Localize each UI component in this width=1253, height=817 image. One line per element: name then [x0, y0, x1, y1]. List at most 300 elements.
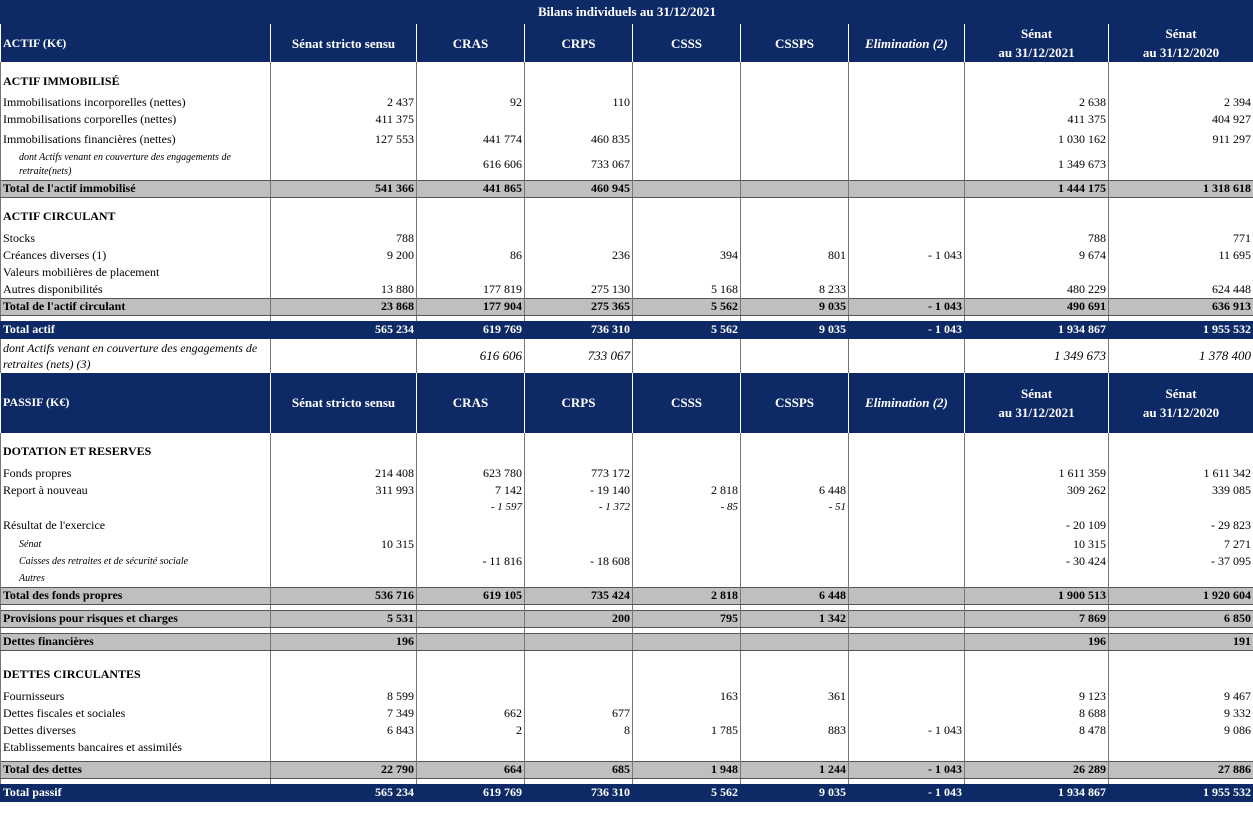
row-label: Etablissements bancaires et assimilés [1, 739, 271, 756]
cell-value [849, 465, 965, 482]
cell-value: 23 868 [271, 298, 417, 315]
cell-value [849, 516, 965, 536]
cell-value: 2 818 [633, 482, 741, 499]
cell-value: 1 948 [633, 761, 741, 778]
cell-value: 460 945 [525, 180, 633, 197]
column-header: Sénat au 31/12/2020 [1109, 24, 1253, 62]
cell-value: 801 [741, 247, 849, 264]
column-header: CRPS [525, 373, 633, 433]
row-label: Fonds propres [1, 465, 271, 482]
cell-value: 8 [525, 722, 633, 739]
cell-value: 11 695 [1109, 247, 1253, 264]
column-header: Elimination (2) [849, 373, 965, 433]
empty-cell [417, 197, 525, 230]
empty-cell [741, 62, 849, 94]
cell-value [417, 111, 525, 128]
cell-value: 1 244 [741, 761, 849, 778]
empty-cell [849, 197, 965, 230]
cell-value: - 1 043 [849, 321, 965, 339]
empty-cell [417, 433, 525, 465]
cell-value [1109, 739, 1253, 756]
cell-value [525, 570, 633, 588]
cell-value [417, 610, 525, 627]
cell-value [741, 111, 849, 128]
cell-value: 236 [525, 247, 633, 264]
cell-value: 9 035 [741, 298, 849, 315]
column-header: CSSS [633, 373, 741, 433]
cell-value [849, 633, 965, 650]
cell-value: 624 448 [1109, 281, 1253, 299]
cell-value: 616 606 [417, 150, 525, 180]
cell-value [417, 230, 525, 247]
cell-value [525, 536, 633, 553]
cell-value: - 19 140 [525, 482, 633, 499]
row-label: dont Actifs venant en couverture des engagements de retraites (nets) (3) [1, 339, 271, 373]
cell-value [741, 570, 849, 588]
empty-cell [633, 197, 741, 230]
cell-value: 6 448 [741, 587, 849, 604]
table-row [1, 516, 1253, 536]
actif-header-row [1, 24, 1253, 62]
cell-value: - 18 608 [525, 553, 633, 570]
column-header: Sénat au 31/12/2020 [1109, 373, 1253, 433]
cell-value [741, 339, 849, 373]
cell-value [633, 739, 741, 756]
empty-cell [965, 62, 1109, 94]
row-label: Dettes fiscales et sociales [1, 705, 271, 722]
cell-value [965, 264, 1109, 281]
cell-value: 736 310 [525, 321, 633, 339]
cell-value [849, 536, 965, 553]
cell-value: - 1 043 [849, 784, 965, 802]
cell-value: 616 606 [417, 339, 525, 373]
cell-value [965, 499, 1109, 516]
cell-value: 619 769 [417, 321, 525, 339]
cell-value [633, 94, 741, 111]
cell-value [1109, 264, 1253, 281]
row-label: Fournisseurs [1, 688, 271, 705]
cell-value [741, 705, 849, 722]
row-label: Immobilisations corporelles (nettes) [1, 111, 271, 128]
cell-value: 9 674 [965, 247, 1109, 264]
cell-value [741, 536, 849, 553]
cell-value [271, 339, 417, 373]
cell-value: 733 067 [525, 150, 633, 180]
section-title: DETTES CIRCULANTES [1, 656, 271, 688]
cell-value [633, 150, 741, 180]
cell-value: 9 123 [965, 688, 1109, 705]
row-label: Total actif [1, 321, 271, 339]
cell-value [633, 128, 741, 150]
cell-value: 311 993 [271, 482, 417, 499]
total-row [1, 298, 1253, 315]
empty-cell [633, 656, 741, 688]
section-header-label: ACTIF (K€) [1, 24, 271, 62]
cell-value: - 1 043 [849, 298, 965, 315]
table-row [1, 553, 1253, 570]
row-label: Créances diverses (1) [1, 247, 271, 264]
cell-value [525, 264, 633, 281]
cell-value: 795 [633, 610, 741, 627]
cell-value [849, 128, 965, 150]
empty-cell [271, 62, 417, 94]
cell-value: 6 448 [741, 482, 849, 499]
cell-value [525, 688, 633, 705]
table-row [1, 264, 1253, 281]
cell-value: 339 085 [1109, 482, 1253, 499]
cell-value: 411 375 [965, 111, 1109, 128]
cell-value: 8 478 [965, 722, 1109, 739]
cell-value: - 11 816 [417, 553, 525, 570]
table-row [1, 111, 1253, 128]
cell-value: - 1 597 [417, 499, 525, 516]
cell-value [633, 705, 741, 722]
cell-value: 9 086 [1109, 722, 1253, 739]
cell-value: 1 934 867 [965, 784, 1109, 802]
empty-cell [633, 433, 741, 465]
cell-value [965, 739, 1109, 756]
column-header: Sénat au 31/12/2021 [965, 373, 1109, 433]
empty-cell [965, 433, 1109, 465]
cell-value [417, 264, 525, 281]
column-header: Sénat au 31/12/2021 [965, 24, 1109, 62]
cell-value: 309 262 [965, 482, 1109, 499]
passif-header-row [1, 373, 1253, 433]
cell-value: 1 785 [633, 722, 741, 739]
cell-value: 411 375 [271, 111, 417, 128]
cell-value [633, 516, 741, 536]
row-label: Total de l'actif circulant [1, 298, 271, 315]
empty-cell [271, 656, 417, 688]
cell-value [849, 339, 965, 373]
cell-value: 619 769 [417, 784, 525, 802]
cell-value [849, 264, 965, 281]
cell-value [417, 633, 525, 650]
cell-value [633, 553, 741, 570]
cell-value [1109, 499, 1253, 516]
cell-value: 685 [525, 761, 633, 778]
cell-value: 9 035 [741, 784, 849, 802]
cell-value: 2 [417, 722, 525, 739]
cell-value: 361 [741, 688, 849, 705]
cell-value: 773 172 [525, 465, 633, 482]
cell-value: 2 437 [271, 94, 417, 111]
cell-value [271, 264, 417, 281]
cell-value: 5 562 [633, 298, 741, 315]
cell-value: 8 233 [741, 281, 849, 299]
total-row [1, 633, 1253, 650]
empty-cell [741, 433, 849, 465]
cell-value [849, 688, 965, 705]
cell-value: 2 394 [1109, 94, 1253, 111]
cell-value: 1 349 673 [965, 339, 1109, 373]
cell-value: 460 835 [525, 128, 633, 150]
cell-value: 735 424 [525, 587, 633, 604]
cell-value [741, 516, 849, 536]
cell-value [633, 633, 741, 650]
cell-value: 26 289 [965, 761, 1109, 778]
cell-value: 636 913 [1109, 298, 1253, 315]
cell-value: 1 030 162 [965, 128, 1109, 150]
cell-value: 1 444 175 [965, 180, 1109, 197]
cell-value [849, 610, 965, 627]
cell-value [849, 553, 965, 570]
table-row [1, 482, 1253, 499]
cell-value [525, 633, 633, 650]
cell-value: 565 234 [271, 321, 417, 339]
row-label: dont Actifs venant en couverture des engagements de retraite(nets) [1, 150, 271, 180]
cell-value: 6 843 [271, 722, 417, 739]
cell-value [741, 180, 849, 197]
cell-value [849, 499, 965, 516]
table-row [1, 536, 1253, 553]
row-label: Immobilisations financières (nettes) [1, 128, 271, 150]
cell-value [741, 465, 849, 482]
cell-value [417, 570, 525, 588]
cell-value: 623 780 [417, 465, 525, 482]
row-label: Total de l'actif immobilisé [1, 180, 271, 197]
row-label: Total des fonds propres [1, 587, 271, 604]
cell-value: 5 168 [633, 281, 741, 299]
cell-value: 394 [633, 247, 741, 264]
cell-value [633, 339, 741, 373]
dettes-circulantes-title [1, 656, 1253, 688]
empty-cell [849, 62, 965, 94]
table-row [1, 247, 1253, 264]
cell-value: 480 229 [965, 281, 1109, 299]
column-header: Sénat stricto sensu [271, 373, 417, 433]
cell-value [741, 633, 849, 650]
cell-value: 1 934 867 [965, 321, 1109, 339]
cell-value: - 1 043 [849, 761, 965, 778]
section-title: ACTIF IMMOBILISÉ [1, 62, 271, 94]
cell-value [849, 94, 965, 111]
cell-value: 163 [633, 688, 741, 705]
row-label [1, 499, 271, 516]
cell-value: 1 378 400 [1109, 339, 1253, 373]
table-row [1, 150, 1253, 180]
cell-value: 177 819 [417, 281, 525, 299]
column-header: CSSS [633, 24, 741, 62]
cell-value: 1 900 513 [965, 587, 1109, 604]
cell-value: 536 716 [271, 587, 417, 604]
cell-value [633, 230, 741, 247]
row-label: Autres [1, 570, 271, 588]
cell-value: - 29 823 [1109, 516, 1253, 536]
cell-value: 490 691 [965, 298, 1109, 315]
cell-value: 1 611 359 [965, 465, 1109, 482]
row-label: Autres disponibilités [1, 281, 271, 299]
cell-value: 677 [525, 705, 633, 722]
empty-cell [525, 433, 633, 465]
cell-value: 8 599 [271, 688, 417, 705]
cell-value: 662 [417, 705, 525, 722]
cell-value [1109, 150, 1253, 180]
column-header: CSSPS [741, 373, 849, 433]
table-row [1, 722, 1253, 739]
cell-value: 441 865 [417, 180, 525, 197]
column-header: Elimination (2) [849, 24, 965, 62]
cell-value [1109, 570, 1253, 588]
cell-value: 27 886 [1109, 761, 1253, 778]
empty-cell [271, 433, 417, 465]
cell-value [849, 180, 965, 197]
cell-value: 1 349 673 [965, 150, 1109, 180]
table-row [1, 128, 1253, 150]
cell-value: 7 142 [417, 482, 525, 499]
cell-value: 911 297 [1109, 128, 1253, 150]
cell-value: 404 927 [1109, 111, 1253, 128]
cell-value: 9 200 [271, 247, 417, 264]
total-row [1, 761, 1253, 778]
cell-value: - 30 424 [965, 553, 1109, 570]
cell-value: 92 [417, 94, 525, 111]
total-row [1, 610, 1253, 627]
cell-value [965, 570, 1109, 588]
row-label: Immobilisations incorporelles (nettes) [1, 94, 271, 111]
total-actif-row [1, 321, 1253, 339]
table-row [1, 570, 1253, 588]
cell-value [633, 264, 741, 281]
table-row [1, 94, 1253, 111]
empty-cell [849, 433, 965, 465]
cell-value [849, 111, 965, 128]
cell-value [849, 281, 965, 299]
cell-value: 9 035 [741, 321, 849, 339]
column-header: CRPS [525, 24, 633, 62]
column-header: CRAS [417, 373, 525, 433]
cell-value [417, 536, 525, 553]
empty-cell [1109, 62, 1253, 94]
cell-value: 196 [271, 633, 417, 650]
cell-value: - 1 043 [849, 247, 965, 264]
cell-value [525, 516, 633, 536]
cell-value [741, 128, 849, 150]
cell-value: 883 [741, 722, 849, 739]
cell-value: 13 880 [271, 281, 417, 299]
cell-value [741, 553, 849, 570]
cell-value: 771 [1109, 230, 1253, 247]
cell-value [525, 739, 633, 756]
cell-value [633, 180, 741, 197]
empty-cell [965, 656, 1109, 688]
row-label: Dettes diverses [1, 722, 271, 739]
column-header: CSSPS [741, 24, 849, 62]
cell-value: 736 310 [525, 784, 633, 802]
cell-value: 664 [417, 761, 525, 778]
row-label: Provisions pour risques et charges [1, 610, 271, 627]
table-row [1, 739, 1253, 756]
empty-cell [741, 656, 849, 688]
cell-value [525, 111, 633, 128]
cell-value [849, 570, 965, 588]
empty-cell [633, 62, 741, 94]
cell-value [633, 570, 741, 588]
cell-value: 275 365 [525, 298, 633, 315]
row-label: Report à nouveau [1, 482, 271, 499]
cell-value: 22 790 [271, 761, 417, 778]
note-row [1, 339, 1253, 373]
row-label: Résultat de l'exercice [1, 516, 271, 536]
row-label: Total passif [1, 784, 271, 802]
cell-value [849, 739, 965, 756]
cell-value [849, 587, 965, 604]
cell-value [741, 264, 849, 281]
cell-value: 196 [965, 633, 1109, 650]
cell-value [271, 150, 417, 180]
cell-value: 177 904 [417, 298, 525, 315]
cell-value [741, 739, 849, 756]
cell-value: 10 315 [965, 536, 1109, 553]
table-row [1, 705, 1253, 722]
cell-value [741, 150, 849, 180]
cell-value: 8 688 [965, 705, 1109, 722]
dotation-reserves-title [1, 433, 1253, 465]
total-passif-row [1, 784, 1253, 802]
cell-value [525, 230, 633, 247]
cell-value [271, 570, 417, 588]
cell-value: 6 850 [1109, 610, 1253, 627]
empty-cell [525, 197, 633, 230]
cell-value: 214 408 [271, 465, 417, 482]
empty-cell [1109, 197, 1253, 230]
cell-value [417, 688, 525, 705]
column-header: Sénat stricto sensu [271, 24, 417, 62]
row-label: Dettes financières [1, 633, 271, 650]
empty-cell [525, 656, 633, 688]
table-row [1, 499, 1253, 516]
empty-cell [417, 656, 525, 688]
row-label: Total des dettes [1, 761, 271, 778]
cell-value [417, 516, 525, 536]
table-row [1, 281, 1253, 299]
cell-value: 275 130 [525, 281, 633, 299]
cell-value [849, 150, 965, 180]
cell-value: 2 638 [965, 94, 1109, 111]
total-row [1, 180, 1253, 197]
cell-value: - 1 372 [525, 499, 633, 516]
cell-value: 5 531 [271, 610, 417, 627]
empty-cell [417, 62, 525, 94]
cell-value [849, 230, 965, 247]
cell-value: 191 [1109, 633, 1253, 650]
table-title: Bilans individuels au 31/12/2021 [1, 0, 1253, 24]
cell-value: 619 105 [417, 587, 525, 604]
cell-value: 1 342 [741, 610, 849, 627]
column-header: CRAS [417, 24, 525, 62]
cell-value: 10 315 [271, 536, 417, 553]
cell-value: 7 869 [965, 610, 1109, 627]
cell-value: 9 332 [1109, 705, 1253, 722]
cell-value [741, 230, 849, 247]
cell-value: 2 818 [633, 587, 741, 604]
cell-value [417, 739, 525, 756]
cell-value: 541 366 [271, 180, 417, 197]
section-title: DOTATION ET RESERVES [1, 433, 271, 465]
cell-value: 1 318 618 [1109, 180, 1253, 197]
table-row [1, 688, 1253, 705]
cell-value: 565 234 [271, 784, 417, 802]
empty-cell [849, 656, 965, 688]
row-label: Valeurs mobilières de placement [1, 264, 271, 281]
empty-cell [741, 197, 849, 230]
cell-value: 733 067 [525, 339, 633, 373]
cell-value: 7 349 [271, 705, 417, 722]
row-label: Stocks [1, 230, 271, 247]
cell-value: 1 611 342 [1109, 465, 1253, 482]
cell-value: 7 271 [1109, 536, 1253, 553]
empty-cell [1109, 656, 1253, 688]
